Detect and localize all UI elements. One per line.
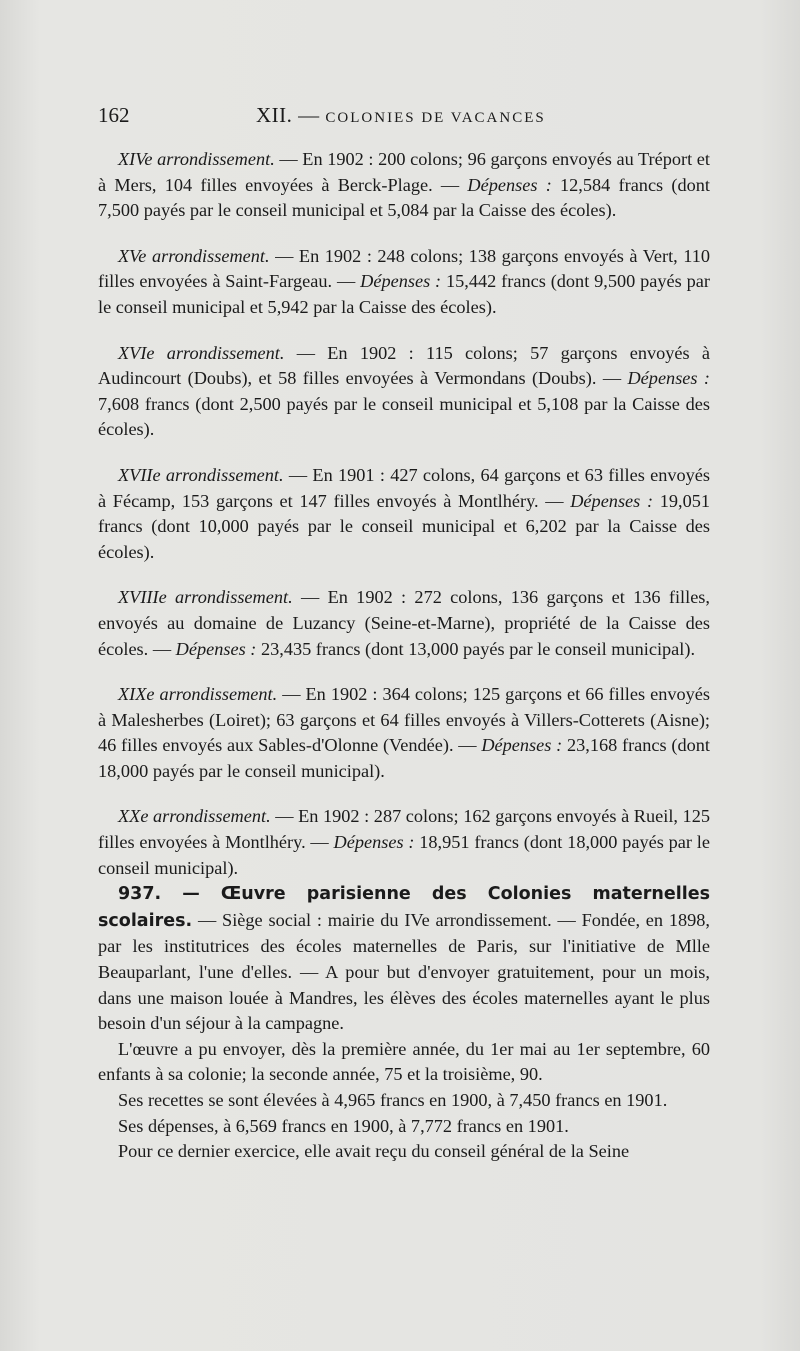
page-body [98,147,710,1165]
paragraph-text: 19,051 francs (dont 10,000 payés par le conseil municipal et 6,202 par la Caisse des écoles). [98,490,710,562]
depenses-label: Dépenses : [481,735,563,756]
paragraph-text: — En 1902 : 115 colons; 57 garçons envoyés à Audincourt (Doubs), et 58 filles envoyées à Vermondans (Doubs). — [98,342,711,389]
paragraph-text: 23,435 francs (dont 13,000 payés par le conseil municipal). [256,638,696,659]
paragraph-text: — En 1901 : 427 colons, 64 garçons et 63 filles envoyés à Fécamp, 153 garçons et 147 filles envoyés à Montlhéry. — [98,464,710,511]
paragraph-lead: XIVe arrondissement. [118,149,275,169]
paragraph-lead: XXe arrondissement. [118,806,271,827]
depenses-label: Dépenses : [333,832,415,853]
paragraph-text: 12,584 francs (dont 7,500 payés par le conseil municipal et 5,084 par la Caisse des écoles). [98,174,710,221]
paragraph-text: 15,442 francs (dont 9,500 payés par le conseil municipal et 5,942 par la Caisse des écoles). [98,271,710,317]
paragraph-text: — En 1902 : 287 colons; 162 garçons envoyés à Rueil, 125 filles envoyées à Montlhéry. — [98,806,710,853]
paragraph-text: — En 1902 : 248 colons; 138 garçons envoyés à Vert, 110 filles envoyées à Saint-Fargeau. — [98,245,710,292]
paragraph-lead: XVIe arrondissement. [118,342,285,363]
section-937-intro [98,881,710,1037]
paragraph-xvi [98,341,710,443]
section-heading: 937. — Œuvre parisienne des Colonies maternelles scolaires. [98,884,710,931]
paragraph-text: — En 1902 : 200 colons; 96 garçons envoyés au Tréport et à Mers, 104 filles envoyées à Berck-Plage. — [98,149,710,195]
paragraph-lead: XVIIIe arrondissement. [118,587,293,608]
running-header [98,103,710,135]
paragraph-text: — En 1902 : 272 colons, 136 garçons et 136 filles, envoyés au domaine de Luzancy (Seine-et-Marne), propriété de la Caisse des écoles. — [98,587,710,659]
depenses-label: Dépenses : [627,368,711,389]
section-937-paragraph: Pour ce dernier exercice, elle avait reçu du conseil général de la Seine [118,1141,630,1162]
paragraph-xiv [98,147,710,224]
chapter-dash: — [298,103,320,127]
page-number: 162 [98,103,130,127]
paragraph-xviii [98,585,710,662]
paragraph-xix [98,682,710,784]
paragraph-lead: XVe arrondissement. [118,245,270,266]
depenses-label: Dépenses : [570,490,654,511]
chapter-number: XII. [256,103,293,127]
chapter-heading [256,103,546,128]
section-intro-text: — Siège social : mairie du IVe arrondissement. — Fondée, en 1898, par les institutrices des écoles maternelles de Paris, sur l'initiative de Mlle Beauparlant, l'une d'elles. — A pour but d'envoyer gratuitement, pour un mois, dans une maison louée à Mandres, les élèves des écoles maternelles ayant le plus besoin d'un séjour à la campagne. [98,909,710,1034]
section-937-paragraph: L'œuvre a pu envoyer, dès la première année, du 1er mai au 1er septembre, 60 enfants à sa colonie; la seconde année, 75 et la troisième, 90. [98,1038,710,1085]
depenses-label: Dépenses : [360,271,442,292]
chapter-title: COLONIES DE VACANCES [325,110,546,126]
paragraph-xvii [98,463,710,565]
paragraph-xx [98,804,710,881]
paragraph-text: 23,168 francs (dont 18,000 payés par le conseil municipal). [98,735,711,781]
depenses-label: Dépenses : [175,638,257,659]
section-937-paragraph: Ses recettes se sont élevées à 4,965 francs en 1900, à 7,450 francs en 1901. [118,1090,668,1110]
paragraph-lead: XVIIe arrondissement. [118,464,284,485]
paragraph-lead: XIXe arrondissement. [118,684,278,705]
paragraph-xv [98,244,710,321]
depenses-label: Dépenses : [467,174,552,195]
section-937-paragraph: Ses dépenses, à 6,569 francs en 1900, à 7,772 francs en 1901. [118,1115,569,1136]
paragraph-text: 7,608 francs (dont 2,500 payés par le conseil municipal et 5,108 par la Caisse des écoles). [98,393,710,440]
paragraph-text: — En 1902 : 364 colons; 125 garçons et 66 filles envoyés à Malesherbes (Loiret); 63 garçons et 64 filles envoyés à Villers-Cotterets (Aisne); 46 filles envoyés aux Sables-d'Olonne (Vendée). — [98,684,711,756]
paragraph-text: 18,951 francs (dont 18,000 payés par le conseil municipal). [98,832,710,878]
